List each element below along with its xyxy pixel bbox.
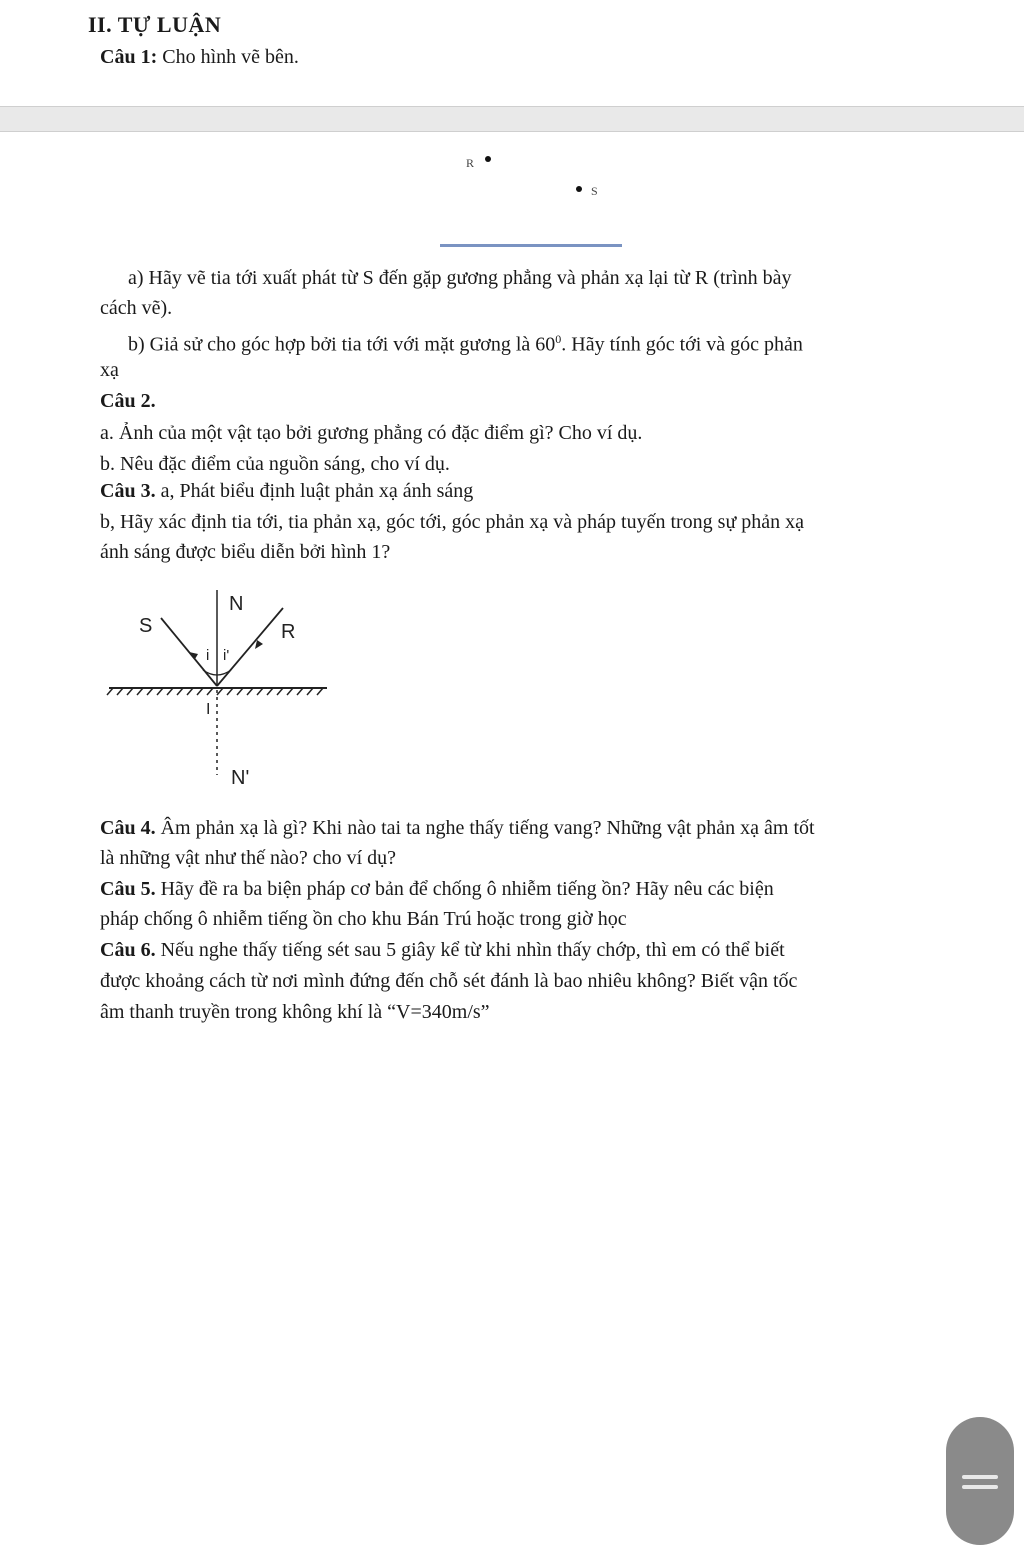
scroll-handle-grip-bottom [962,1485,998,1489]
mirror-hatching [107,688,323,695]
label-point-i: I [206,701,211,718]
q4-line1 [100,813,815,843]
q1-part-b-line1 [128,324,803,360]
label-angle-i-prime: i' [223,647,230,664]
q3-b-line2: ánh sáng được biểu diễn bởi hình 1? [100,541,391,563]
q6-text1: Nếu nghe thấy tiếng sét sau 5 giây kể từ khi nhìn thấy chớp, thì em có thể biết [155,939,785,961]
q4-label: Câu 4. [100,817,156,839]
q6-line3: âm thanh truyền trong không khí là “V=340m/s” [100,1001,490,1023]
page-fragment-top [0,0,1024,106]
q2-a: a. Ảnh của một vật tạo bởi gương phẳng có đặc điểm gì? Cho ví dụ. [100,422,643,444]
label-n: N [229,593,244,615]
q6-label: Câu 6. [100,939,156,961]
q1-part-b-pre: b) Giả sử cho góc hợp bởi tia tới với mặt gương là 60 [128,333,556,356]
q1-intro [100,42,299,72]
q4-line2: là những vật như thế nào? cho ví dụ? [100,847,397,869]
scroll-handle-grip-top [962,1475,998,1479]
q1-label: Câu 1: [100,46,158,68]
q1-point-s-label: S [591,184,598,198]
q6-line1 [100,935,785,965]
q3-intro [100,476,473,506]
q5-label: Câu 5. [100,878,156,900]
q1-point-r-label: R [466,156,475,170]
label-s: S [139,615,153,637]
page-separator [0,106,1024,132]
q2-b: b. Nêu đặc điểm của nguồn sáng, cho ví dụ. [100,453,450,475]
q1-mirror [440,244,622,247]
reflected-ray-arrow [255,640,263,649]
q1-part-b-post: . Hãy tính góc tới và góc phản [561,333,803,356]
q1-part-a-line2: cách vẽ). [100,297,173,319]
q1-part-b-line2: xạ [100,359,119,381]
q3-b-line1: b, Hãy xác định tia tới, tia phản xạ, góc tới, góc phản xạ và pháp tuyến trong sự phản xạ [100,511,805,533]
q2-label: Câu 2. [100,390,156,412]
q5-line1 [100,874,774,904]
q3-a: a, Phát biểu định luật phản xạ ánh sáng [155,480,474,502]
q1-point-r-dot [485,156,491,162]
q1-part-a-line1: a) Hãy vẽ tia tới xuất phát từ S đến gặp gương phẳng và phản xạ lại từ R (trình bày [128,267,792,289]
q5-line2: pháp chống ô nhiễm tiếng ồn cho khu Bán Trú hoặc trong giờ học [100,908,627,930]
scroll-handle[interactable] [946,1417,1014,1545]
q6-line2: được khoảng cách từ nơi mình đứng đến chỗ sét đánh là bao nhiêu không? Biết vận tốc [100,970,798,992]
q3-label: Câu 3. [100,480,156,502]
q1-part-b-degree: 0 [555,332,562,346]
q5-text1: Hãy đề ra ba biện pháp cơ bản để chống ô nhiễm tiếng ồn? Hãy nêu các biện [155,878,774,900]
reflection-diagram [95,580,355,800]
q4-text1: Âm phản xạ là gì? Khi nào tai ta nghe thấy tiếng vang? Những vật phản xạ âm tốt [155,817,815,839]
label-r: R [281,621,296,643]
label-angle-i: i [206,647,210,664]
q1-text: Cho hình vẽ bên. [157,46,299,68]
q1-point-s-dot [576,186,582,192]
section-title: II. TỰ LUẬN [88,12,222,37]
label-n-prime: N' [231,767,250,789]
